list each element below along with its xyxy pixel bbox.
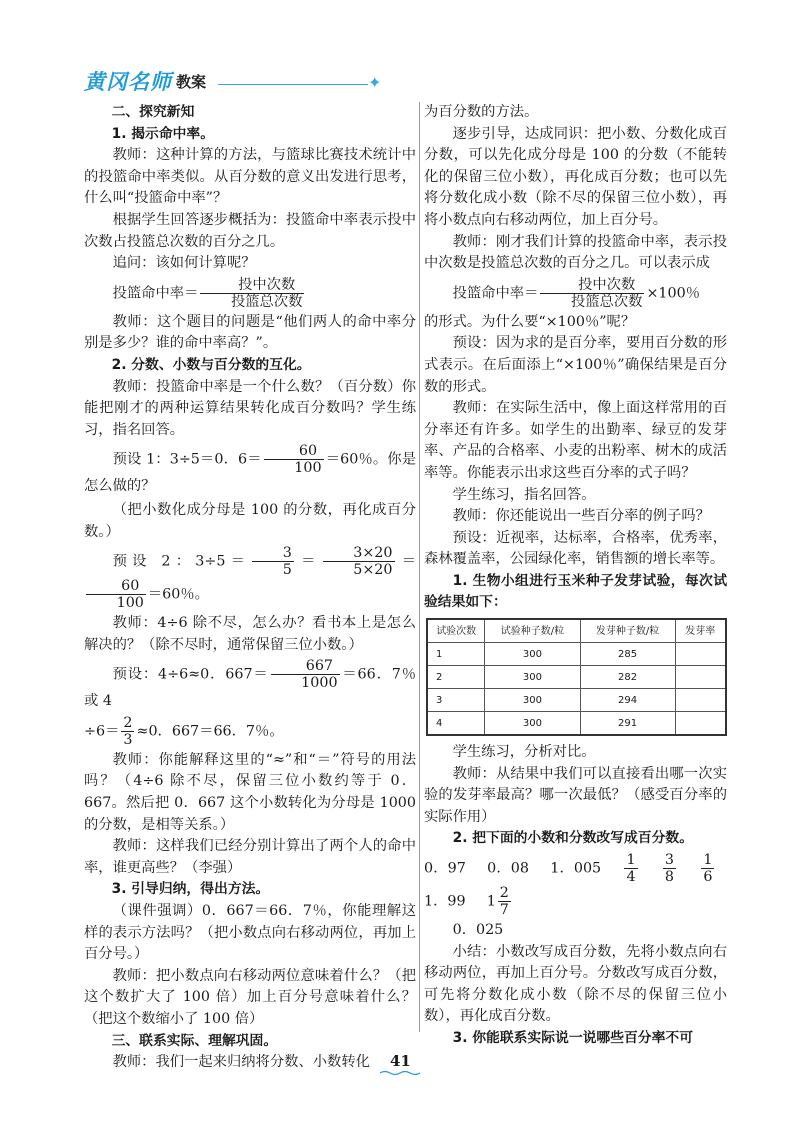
paragraph: 教师：在实际生活中，像上面这样常用的百分率还有许多。如学生的出勤率、绿豆的发芽率、产品的合格率、小麦的出粉率、树木的成活率等。你能表示出求这些百分率的式子吗？	[424, 400, 727, 481]
denominator: 5	[282, 562, 292, 579]
paragraph: 根据学生回答逐步概括为：投篮命中率表示投中次数占投篮总次数的百分之几。	[84, 211, 416, 250]
paragraph: 为百分数的方法。	[424, 104, 539, 120]
formula-text: ÷6＝	[84, 723, 120, 740]
table-cell: 4	[427, 712, 485, 736]
numerator: 投中次数	[540, 277, 644, 294]
numerator: 投中次数	[200, 277, 304, 294]
table-cell: 300	[485, 689, 580, 712]
denominator: 5×20	[353, 562, 393, 579]
paragraph: 教师：这个题目的问题是“他们两人的命中率分别是多少？谁的命中率高？”。	[84, 313, 416, 352]
table-cell: 300	[485, 643, 580, 666]
fraction	[540, 277, 644, 310]
question-text: 1. 生物小组进行玉米种子发芽试验，每次试验结果如下：	[424, 572, 727, 611]
formula-text: ＝	[396, 553, 417, 570]
table-header-row	[427, 619, 726, 643]
table-cell: 300	[485, 666, 580, 689]
brand-logo: 黄冈名师	[84, 70, 172, 94]
exercise-item: 1．005	[550, 860, 602, 877]
subheading: 1. 揭示命中率。	[111, 125, 215, 142]
table-cell	[675, 666, 726, 689]
question	[424, 571, 727, 614]
numerator: 2	[499, 885, 509, 902]
paragraph: （把小数化成分母是 100 的分数，再化成百分数。）	[84, 501, 416, 540]
paragraph: 教师：把小数点向右移动两位意味着什么？（把这个数扩大了 100 倍）加上百分号意味着什么？（把这个数缩小了 100 倍）	[84, 967, 416, 1027]
right-column	[424, 102, 727, 1050]
table-row	[427, 689, 726, 712]
paragraph: 教师：这样我们已经分别计算出了两个人的命中率，谁更高些？（李强）	[84, 838, 416, 876]
table-cell	[675, 712, 726, 736]
paragraph: 教师：这种计算的方法，与篮球比赛技术统计中的投篮命中率类似。从百分数的意义出发进行思考，什么叫“投篮命中率”？	[84, 147, 416, 207]
table-cell: 282	[580, 666, 675, 689]
formula-text: 预设 1：3÷5＝0．6＝	[112, 451, 262, 468]
formula-text: ＝	[295, 553, 321, 570]
formula-text: ＝60％。你是怎么做的？	[84, 451, 416, 495]
header-rule	[218, 84, 368, 85]
exercise-item: 0．08	[487, 860, 529, 877]
denominator: 3	[123, 731, 133, 748]
sparkle-icon: ✦	[368, 73, 382, 92]
denominator: 4	[626, 869, 636, 886]
paragraph: 预设：因为求的是百分率，要用百分数的形式表示。在后面添上“×100％”确保结果是百分数的形式。	[424, 335, 727, 395]
fraction	[701, 852, 714, 885]
paragraph: 教师：你还能说出一些百分率的例子吗？	[452, 508, 710, 525]
paragraph: 教师：你能解释这里的“≈”和“＝”符号的用法吗？（4÷6 除不尽，保留三位小数约等于 0．667。然后把 0．667 这个小数转化为分母是 1000 的分数，是相等关系。）	[84, 751, 416, 833]
paragraph: 教师：从结果中我们可以直接看出哪一次实验的发芽率最高？哪一次最低？（感受百分率的实际作用）	[424, 765, 727, 825]
formula-text: 投篮命中率＝	[452, 285, 539, 302]
numerator: 2	[123, 714, 133, 731]
table-cell	[675, 689, 726, 712]
formula-line	[84, 658, 416, 713]
paragraph: 的形式。为什么要“×100％”呢？	[424, 313, 636, 330]
numerator: 1	[703, 852, 713, 869]
numerator: 3	[664, 852, 674, 869]
table-cell: 2	[427, 666, 485, 689]
fraction	[624, 852, 637, 885]
fraction	[498, 885, 511, 918]
formula-text: ×100％	[646, 285, 701, 302]
formula-line	[84, 545, 416, 611]
table-header: 发芽种子数/粒	[580, 619, 675, 643]
fraction	[323, 545, 395, 578]
formula-line	[84, 443, 416, 498]
formula-text: 投篮命中率＝	[112, 285, 199, 302]
subheading: 3. 引导归纳，得出方法。	[111, 881, 270, 898]
mixed-number-whole: 1	[486, 893, 496, 910]
paragraph: 教师：投篮命中率是一个什么数？（百分数）你能把刚才的两种运算结果转化成百分数吗？学生练习，指名回答。	[84, 378, 416, 438]
fraction	[271, 658, 340, 691]
numerator: 3	[252, 545, 294, 562]
formula-line	[84, 277, 416, 310]
table-row	[427, 643, 726, 666]
paragraph: （课件强调）0．667＝66．7％，你能理解这样的表示方法吗？（把小数点向右移动两位，再加上百分号。）	[84, 903, 416, 963]
table-cell: 3	[427, 689, 485, 712]
denominator: 8	[664, 869, 674, 886]
page-number-ornament	[380, 1070, 420, 1076]
table-header: 发芽率	[675, 619, 726, 643]
formula-text: ＝66．7％或 4	[84, 666, 416, 710]
denominator: 6	[703, 869, 713, 886]
question-text: 3. 你能联系实际说一说哪些百分率不可	[452, 1030, 693, 1046]
table-row	[427, 666, 726, 689]
page-header	[84, 66, 382, 96]
fraction	[663, 852, 676, 885]
formula-text: 预设：4÷6≈0．667＝	[112, 666, 269, 683]
column-divider	[419, 102, 420, 1032]
left-column	[84, 102, 416, 1074]
germination-table	[426, 618, 727, 736]
numerator: 60	[264, 443, 324, 460]
table-header: 试验种子数/粒	[485, 619, 580, 643]
denominator: 投篮总次数	[570, 293, 643, 310]
paragraph: 预设：近视率，达标率，合格率，优秀率，森林覆盖率，公园绿化率，销售额的增长率等。	[424, 529, 727, 568]
paragraph: 教师：4÷6 除不尽，怎么办？看书本上是怎么解决的？（除不尽时，通常保留三位小数。）	[84, 615, 416, 653]
fraction	[86, 578, 146, 611]
table-cell: 294	[580, 689, 675, 712]
paragraph: 追问：该如何计算呢？	[112, 255, 256, 272]
denominator: 投篮总次数	[230, 293, 303, 310]
numerator: 60	[86, 578, 146, 595]
exercise-item: 0．97	[424, 860, 466, 877]
formula-text: ＝60％。	[147, 586, 209, 603]
table-cell: 1	[427, 643, 485, 666]
numerator: 1	[626, 852, 636, 869]
paragraph: 教师：我们一起来归纳将分数、小数转化	[112, 1054, 370, 1071]
fraction	[200, 277, 304, 310]
section-heading: 三、联系实际、理解巩固。	[111, 1032, 278, 1049]
formula-text: ≈0．667＝66．7％。	[136, 723, 284, 740]
table-cell: 300	[485, 712, 580, 736]
exercise-item: 1．99	[424, 893, 466, 910]
denominator: 7	[499, 902, 509, 919]
exercise-line	[424, 920, 727, 942]
denominator: 100	[116, 595, 144, 612]
formula-text: 预设 2：3÷5＝	[112, 553, 251, 570]
table-cell: 285	[580, 643, 675, 666]
paragraph: 教师：刚才我们计算的投篮命中率，表示投中次数是投篮总次数的百分之几。可以表示成	[424, 233, 727, 272]
paragraph: 学生练习，指名回答。	[452, 486, 596, 503]
question-text: 2. 把下面的小数和分数改写成百分数。	[452, 830, 693, 847]
paragraph: 学生练习，分析对比。	[452, 744, 596, 761]
table-cell	[675, 643, 726, 666]
table-row	[427, 712, 726, 736]
paragraph: 逐步引导，达成同识：把小数、分数化成百分数，可以先化成分母是 100 的分数（不能转化的保留三位小数），再化成百分数；也可以先将分数化成小数（除不尽的保留三位小数），再将小数点向右移动两位，加上百分号。	[424, 125, 727, 228]
denominator: 1000	[301, 675, 338, 692]
table-header: 试验次数	[427, 619, 485, 643]
page-number: 41	[390, 1052, 411, 1070]
formula-line	[84, 715, 416, 748]
exercise-item: 0．025	[452, 922, 504, 939]
formula-line	[424, 277, 727, 310]
exercise-line	[424, 852, 727, 918]
subheading: 2. 分数、小数与百分数的互化。	[111, 356, 311, 373]
fraction	[252, 545, 294, 578]
fraction	[121, 715, 134, 748]
section-heading: 二、探究新知	[111, 104, 195, 120]
fraction	[264, 443, 324, 476]
table-cell: 291	[580, 712, 675, 736]
paragraph: 小结：小数改写成百分数，先将小数点向右移动两位，再加上百分号。分数改写成百分数，可先将分数化成小数（除不尽的保留三位小数），再化成百分数。	[424, 943, 727, 1025]
brand-subtitle: 教案	[176, 73, 207, 91]
question	[424, 1028, 727, 1050]
denominator: 100	[294, 460, 322, 477]
numerator: 3×20	[323, 545, 395, 562]
numerator: 667	[271, 658, 340, 675]
question	[424, 828, 727, 850]
